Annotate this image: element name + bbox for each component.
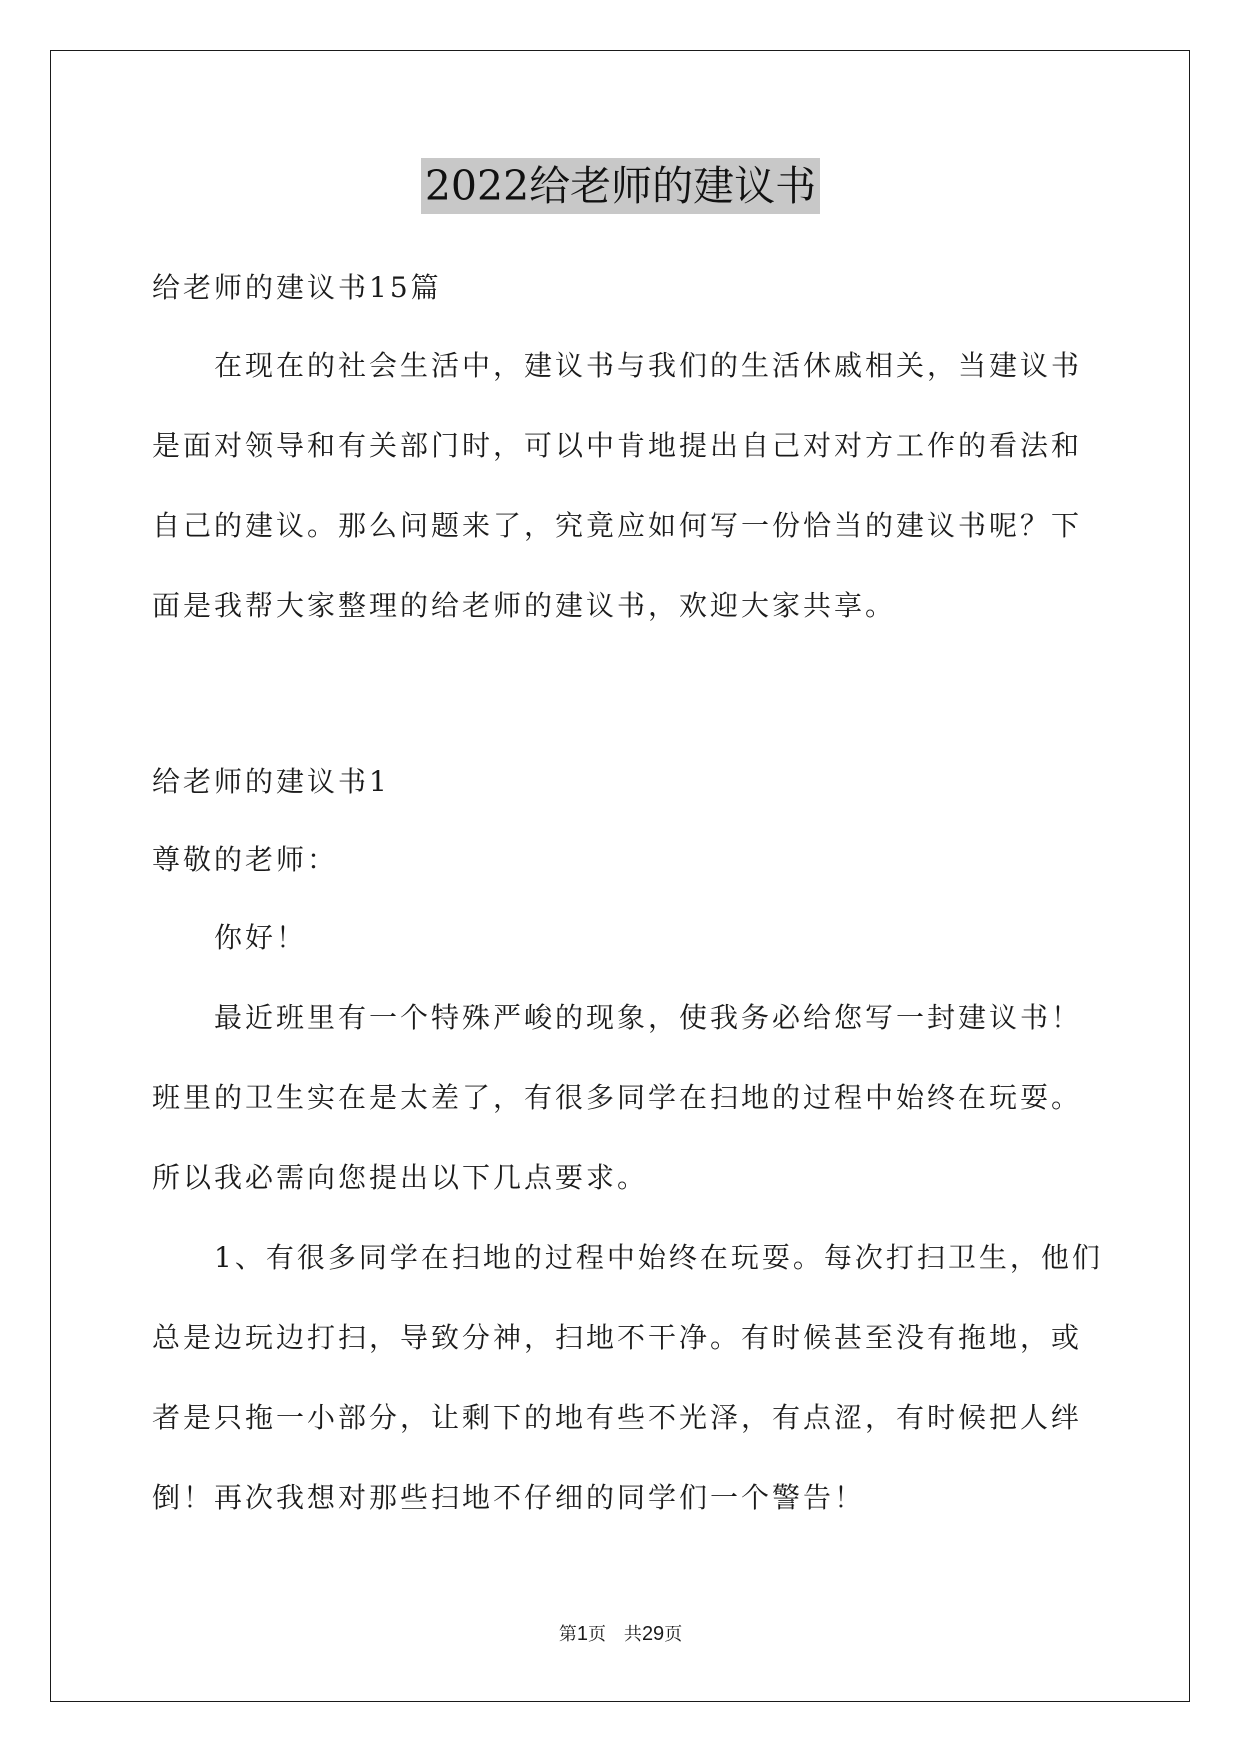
intro-line-2: 是面对领导和有关部门时，可以中肯地提出自己对对方工作的看法和 <box>152 429 1083 462</box>
title-wrap <box>0 158 1241 214</box>
section-heading: 给老师的建议书1 <box>152 765 390 798</box>
intro-line-3: 自己的建议。那么问题来了，究竟应如何写一份恰当的建议书呢？下 <box>152 509 1083 542</box>
para1-line-3: 所以我必需向您提出以下几点要求。 <box>152 1161 649 1194</box>
para1-line-1: 最近班里有一个特殊严峻的现象，使我务必给您写一封建议书！ <box>214 1001 1083 1034</box>
footer-page-current: 1 <box>576 1623 588 1645</box>
greeting: 你好！ <box>214 921 308 954</box>
page-footer <box>0 1620 1241 1646</box>
document-title: 2022给老师的建议书 <box>421 158 820 214</box>
footer-mid: 页 共 <box>587 1624 642 1645</box>
para2-line-2: 总是边玩边打扫，导致分神，扫地不干净。有时候甚至没有拖地，或 <box>152 1321 1083 1354</box>
para1-line-2: 班里的卫生实在是太差了，有很多同学在扫地的过程中始终在玩耍。 <box>152 1081 1083 1114</box>
intro-line-4: 面是我帮大家整理的给老师的建议书，欢迎大家共享。 <box>152 589 897 622</box>
intro-line-1: 在现在的社会生活中，建议书与我们的生活休戚相关，当建议书 <box>214 349 1083 382</box>
salutation: 尊敬的老师： <box>152 843 339 876</box>
footer-page-total: 29 <box>641 1623 665 1645</box>
para2-line-4: 倒！再次我想对那些扫地不仔细的同学们一个警告！ <box>152 1481 866 1514</box>
para2-line-1: 1、有很多同学在扫地的过程中始终在玩耍。每次打扫卫生，他们 <box>214 1241 1103 1274</box>
document-subtitle: 给老师的建议书15篇 <box>152 271 442 304</box>
footer-suffix: 页 <box>664 1624 683 1645</box>
footer-prefix: 第 <box>558 1624 577 1645</box>
para2-line-3: 者是只拖一小部分，让剩下的地有些不光泽，有点涩，有时候把人绊 <box>152 1401 1083 1434</box>
